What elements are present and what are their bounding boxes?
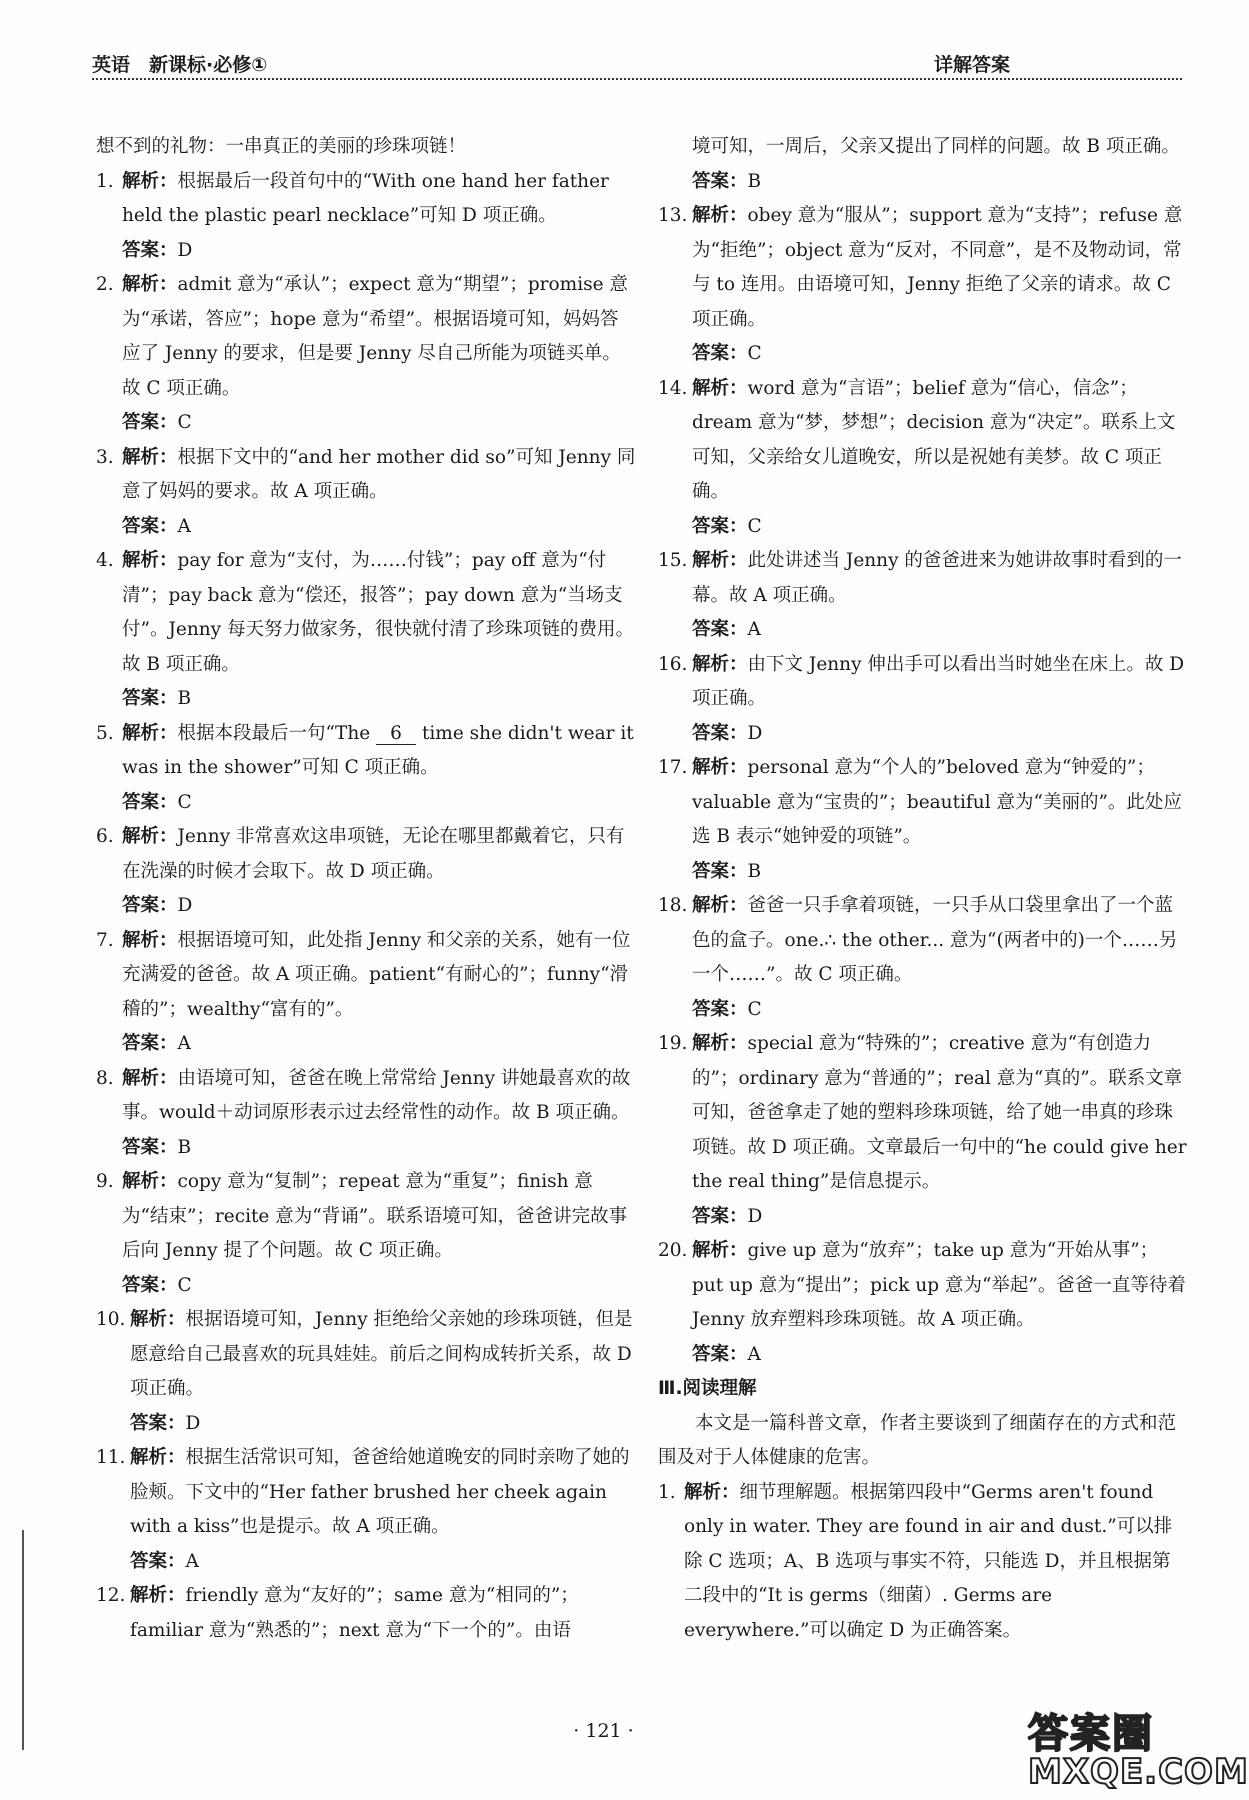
item-number: 19.: [658, 1033, 688, 1054]
watermark-text-top: 答案圈: [1028, 1711, 1154, 1757]
answer-item: [96, 544, 636, 717]
item-number: 8.: [96, 1067, 114, 1089]
answer-item: [96, 717, 636, 821]
analysis-label: 解析：: [692, 653, 748, 675]
answer-value: B: [747, 860, 762, 882]
item-number: 6.: [96, 826, 114, 847]
answer-value: A: [177, 1033, 191, 1054]
analysis-label: 解析：: [692, 1033, 748, 1054]
analysis-label: 解析：: [692, 1240, 748, 1261]
item-number: 20.: [658, 1240, 688, 1261]
answer-item: [96, 1165, 636, 1303]
header-divider: [92, 78, 1182, 80]
answer-item: [96, 924, 636, 1062]
answer-item: [658, 544, 1188, 648]
answer-item: [658, 648, 1188, 752]
item-text: copy 意为“复制”；repeat 意为“重复”；finish 意为“结束”；recite 意为“背诵”。联系语境可知，爸爸讲完故事后向 Jenny 提了个问题。故 C 项正确。: [122, 1171, 628, 1261]
analysis-label: 解析：: [122, 274, 178, 295]
answer-label: 答案：: [692, 722, 748, 744]
answer-label: 答案：: [122, 1136, 178, 1158]
answer-item-continuation: [658, 130, 1188, 199]
item-number: 17.: [658, 757, 688, 778]
answer-item: [658, 1027, 1188, 1234]
item-text: 由下文 Jenny 伸出手可以看出当时她坐在床上。故 D 项正确。: [692, 653, 1185, 709]
answer-value: C: [747, 343, 762, 364]
left-column: [96, 130, 636, 1648]
answer-label: 答案：: [122, 791, 178, 813]
item-number: 1.: [96, 170, 114, 192]
analysis-label: 解析：: [122, 446, 178, 468]
analysis-label: 解析：: [130, 1309, 186, 1330]
analysis-label: 解析：: [692, 205, 748, 226]
analysis-label: 解析：: [692, 895, 748, 916]
item-text: 爸爸一只手拿着项链，一只手从口袋里拿出了一个蓝色的盒子。one.∴ the other... 意为“(两者中的)一个……另一个……”。故 C 项正确。: [692, 895, 1178, 985]
item-number: 16.: [658, 653, 688, 675]
answer-item: [96, 1062, 636, 1166]
item-text: 此处讲述当 Jenny 的爸爸进来为她讲故事时看到的一幕。故 A 项正确。: [692, 550, 1182, 606]
fill-blank: 6: [376, 724, 416, 745]
answer-value: C: [177, 1274, 192, 1296]
header-section-title: 详解答案: [934, 54, 1011, 76]
section-title-reading: Ⅲ.阅读理解: [658, 1378, 757, 1399]
watermark-text-bottom: MXQE.COM: [1028, 1752, 1249, 1792]
answer-label: 答案：: [692, 1205, 748, 1227]
answer-value: A: [747, 1343, 761, 1365]
item-text: 细节理解题。根据第四段中“Germs aren't found only in water. They are found in air and dust.”可以排除 C 选项；A、B 选项与事实不符，只能选 D，并且根据第二段中的“It is germs（细菌）. Germs are everywhere.”可以确定 D 为正确答案。: [684, 1481, 1173, 1641]
item-text: 境可知，一周后，父亲又提出了同样的问题。故 B 项正确。: [692, 136, 1180, 157]
answer-item: [658, 372, 1188, 545]
answer-item: [658, 889, 1188, 1027]
analysis-label: 解析：: [684, 1481, 740, 1503]
answer-item: [658, 751, 1188, 889]
answer-value: D: [177, 895, 193, 916]
item-text: give up 意为“放弃”；take up 意为“开始从事”；put up 意为“提出”；pick up 意为“举起”。爸爸一直等待着 Jenny 放弃塑料珍珠项链。故 A 项正确。: [692, 1240, 1186, 1330]
analysis-label: 解析：: [122, 550, 178, 571]
answer-label: 答案：: [692, 860, 748, 882]
watermark-logo: [1020, 1700, 1249, 1795]
item-text: admit 意为“承认”；expect 意为“期望”；promise 意为“承诺，答应”；hope 意为“希望”。根据语境可知，妈妈答应了 Jenny 的要求，但是要 Jenny 尽自己所能为项链买单。故 C 项正确。: [122, 274, 628, 399]
answer-value: D: [185, 1412, 201, 1434]
analysis-label: 解析：: [130, 1447, 186, 1468]
analysis-label: 解析：: [692, 377, 748, 399]
answer-item: [658, 199, 1188, 372]
analysis-label: 解析：: [122, 1067, 178, 1089]
answer-value: D: [747, 722, 763, 744]
answer-item: [96, 441, 636, 545]
analysis-label: 解析：: [122, 1171, 178, 1192]
answer-label: 答案：: [692, 170, 748, 192]
item-number: 10.: [96, 1309, 126, 1330]
item-text-before: 根据本段最后一句“The: [177, 722, 377, 744]
analysis-label: 解析：: [692, 550, 748, 571]
item-number: 1.: [658, 1481, 676, 1503]
margin-line: [22, 1530, 24, 1750]
item-text: pay for 意为“支付，为……付钱”；pay off 意为“付清”；pay back 意为“偿还，报答”；pay down 意为“当场支付”。Jenny 每天努力做家务，很快就付清了珍珠项链的费用。故 B 项正确。: [122, 550, 634, 675]
item-text: 根据生活常识可知，爸爸给她道晚安的同时亲吻了她的脸颊。下文中的“Her father brushed her cheek again with a kiss”也是提示。故 A 项正确。: [130, 1447, 630, 1537]
answer-label: 答案：: [122, 895, 178, 916]
item-number: 4.: [96, 550, 114, 571]
answer-value: D: [747, 1205, 763, 1227]
item-number: 9.: [96, 1171, 114, 1192]
item-number: 5.: [96, 722, 114, 744]
item-number: 7.: [96, 929, 114, 951]
answer-value: B: [177, 1136, 192, 1158]
answer-label: 答案：: [692, 1343, 748, 1365]
item-text: Jenny 非常喜欢这串项链，无论在哪里都戴着它，只有在洗澡的时候才会取下。故 D 项正确。: [122, 826, 625, 882]
answer-value: B: [747, 170, 762, 192]
page-header: [92, 44, 1182, 84]
item-text: 由语境可知，爸爸在晚上常常给 Jenny 讲她最喜欢的故事。would＋动词原形表示过去经常性的动作。故 B 项正确。: [122, 1067, 631, 1123]
item-number: 13.: [658, 205, 688, 226]
analysis-label: 解析：: [122, 722, 178, 744]
answer-item: [96, 1303, 636, 1441]
answer-label: 答案：: [130, 1550, 186, 1572]
header-book-title: 英语 新课标·必修①: [92, 54, 268, 76]
item-text: friendly 意为“友好的”；same 意为“相同的”；familiar 意为“熟悉的”；next 意为“下一个的”。由语: [130, 1585, 579, 1641]
answer-value: C: [177, 412, 192, 433]
item-number: 18.: [658, 895, 688, 916]
analysis-label: 解析：: [122, 929, 178, 951]
answer-item: [96, 165, 636, 269]
analysis-label: 解析：: [692, 757, 748, 778]
answer-item: [96, 1441, 636, 1579]
answer-label: 答案：: [122, 1274, 178, 1296]
item-text: obey 意为“服从”；support 意为“支持”；refuse 意为“拒绝”；object 意为“反对，不同意”，是不及物动词，常与 to 连用。由语境可知，Jenny 拒绝了父亲的请求。故 C 项正确。: [692, 205, 1183, 330]
answer-value: C: [747, 998, 762, 1020]
answer-label: 答案：: [692, 343, 748, 364]
item-text: 根据最后一段首句中的“With one hand her father held the plastic pearl necklace”可知 D 项正确。: [122, 170, 609, 226]
answer-label: 答案：: [122, 239, 178, 261]
analysis-label: 解析：: [130, 1585, 186, 1606]
right-column: [658, 130, 1188, 1648]
answer-item: [96, 1579, 636, 1648]
answer-label: 答案：: [130, 1412, 186, 1434]
item-number: 2.: [96, 274, 114, 295]
answer-value: A: [747, 619, 761, 640]
answer-value: C: [177, 791, 192, 813]
answer-label: 答案：: [692, 515, 748, 537]
answer-value: A: [185, 1550, 199, 1572]
item-text: 根据语境可知，Jenny 拒绝给父亲她的珍珠项链，但是愿意给自己最喜欢的玩具娃娃。前后之间构成转折关系，故 D 项正确。: [130, 1309, 633, 1399]
analysis-label: 解析：: [122, 170, 178, 192]
answer-value: B: [177, 688, 192, 709]
item-text: special 意为“特殊的”；creative 意为“有创造力的”；ordinary 意为“普通的”；real 意为“真的”。联系文章可知，爸爸拿走了她的塑料珍珠项链，给了她一串真的珍珠项链。故 D 项正确。文章最后一句中的“he could give her the real thing”是信息提示。: [692, 1033, 1187, 1192]
answer-item: [96, 268, 636, 441]
left-intro: 想不到的礼物：一串真正的美丽的珍珠项链！: [96, 136, 467, 157]
answer-label: 答案：: [692, 998, 748, 1020]
item-text: word 意为“言语”；belief 意为“信心，信念”；dream 意为“梦，梦想”；decision 意为“决定”。联系上文可知，父亲给女儿道晚安，所以是祝她有美梦。故 C 项正确。: [692, 377, 1176, 502]
answer-label: 答案：: [122, 412, 178, 433]
item-number: 14.: [658, 377, 688, 399]
item-text: personal 意为“个人的”beloved 意为“钟爱的”；valuable 意为“宝贵的”；beautiful 意为“美丽的”。此处应选 B 表示“她钟爱的项链”。: [692, 757, 1182, 847]
answer-item: [658, 1234, 1188, 1372]
item-text-after: time she didn't wear it was in the shower”可知 C 项正确。: [122, 722, 634, 778]
section-intro: 本文是一篇科普文章，作者主要谈到了细菌存在的方式和范围及对于人体健康的危害。: [658, 1412, 1177, 1468]
answer-value: A: [177, 515, 191, 537]
answer-label: 答案：: [122, 688, 178, 709]
page-number: · 121 ·: [573, 1720, 634, 1742]
answer-value: C: [747, 515, 762, 537]
answer-label: 答案：: [122, 1033, 178, 1054]
answer-label: 答案：: [122, 515, 178, 537]
answer-value: D: [177, 239, 193, 261]
item-number: 15.: [658, 550, 688, 571]
item-text: 根据下文中的“and her mother did so”可知 Jenny 同意了妈妈的要求。故 A 项正确。: [122, 446, 636, 502]
item-number: 3.: [96, 446, 114, 468]
item-number: 11.: [96, 1447, 126, 1468]
analysis-label: 解析：: [122, 826, 178, 847]
answer-item: [96, 820, 636, 924]
answer-label: 答案：: [692, 619, 748, 640]
item-text: 根据语境可知，此处指 Jenny 和父亲的关系，她有一位充满爱的爸爸。故 A 项正确。patient“有耐心的”；funny“滑稽的”；wealthy“富有的”。: [122, 929, 631, 1020]
item-number: 12.: [96, 1585, 126, 1606]
